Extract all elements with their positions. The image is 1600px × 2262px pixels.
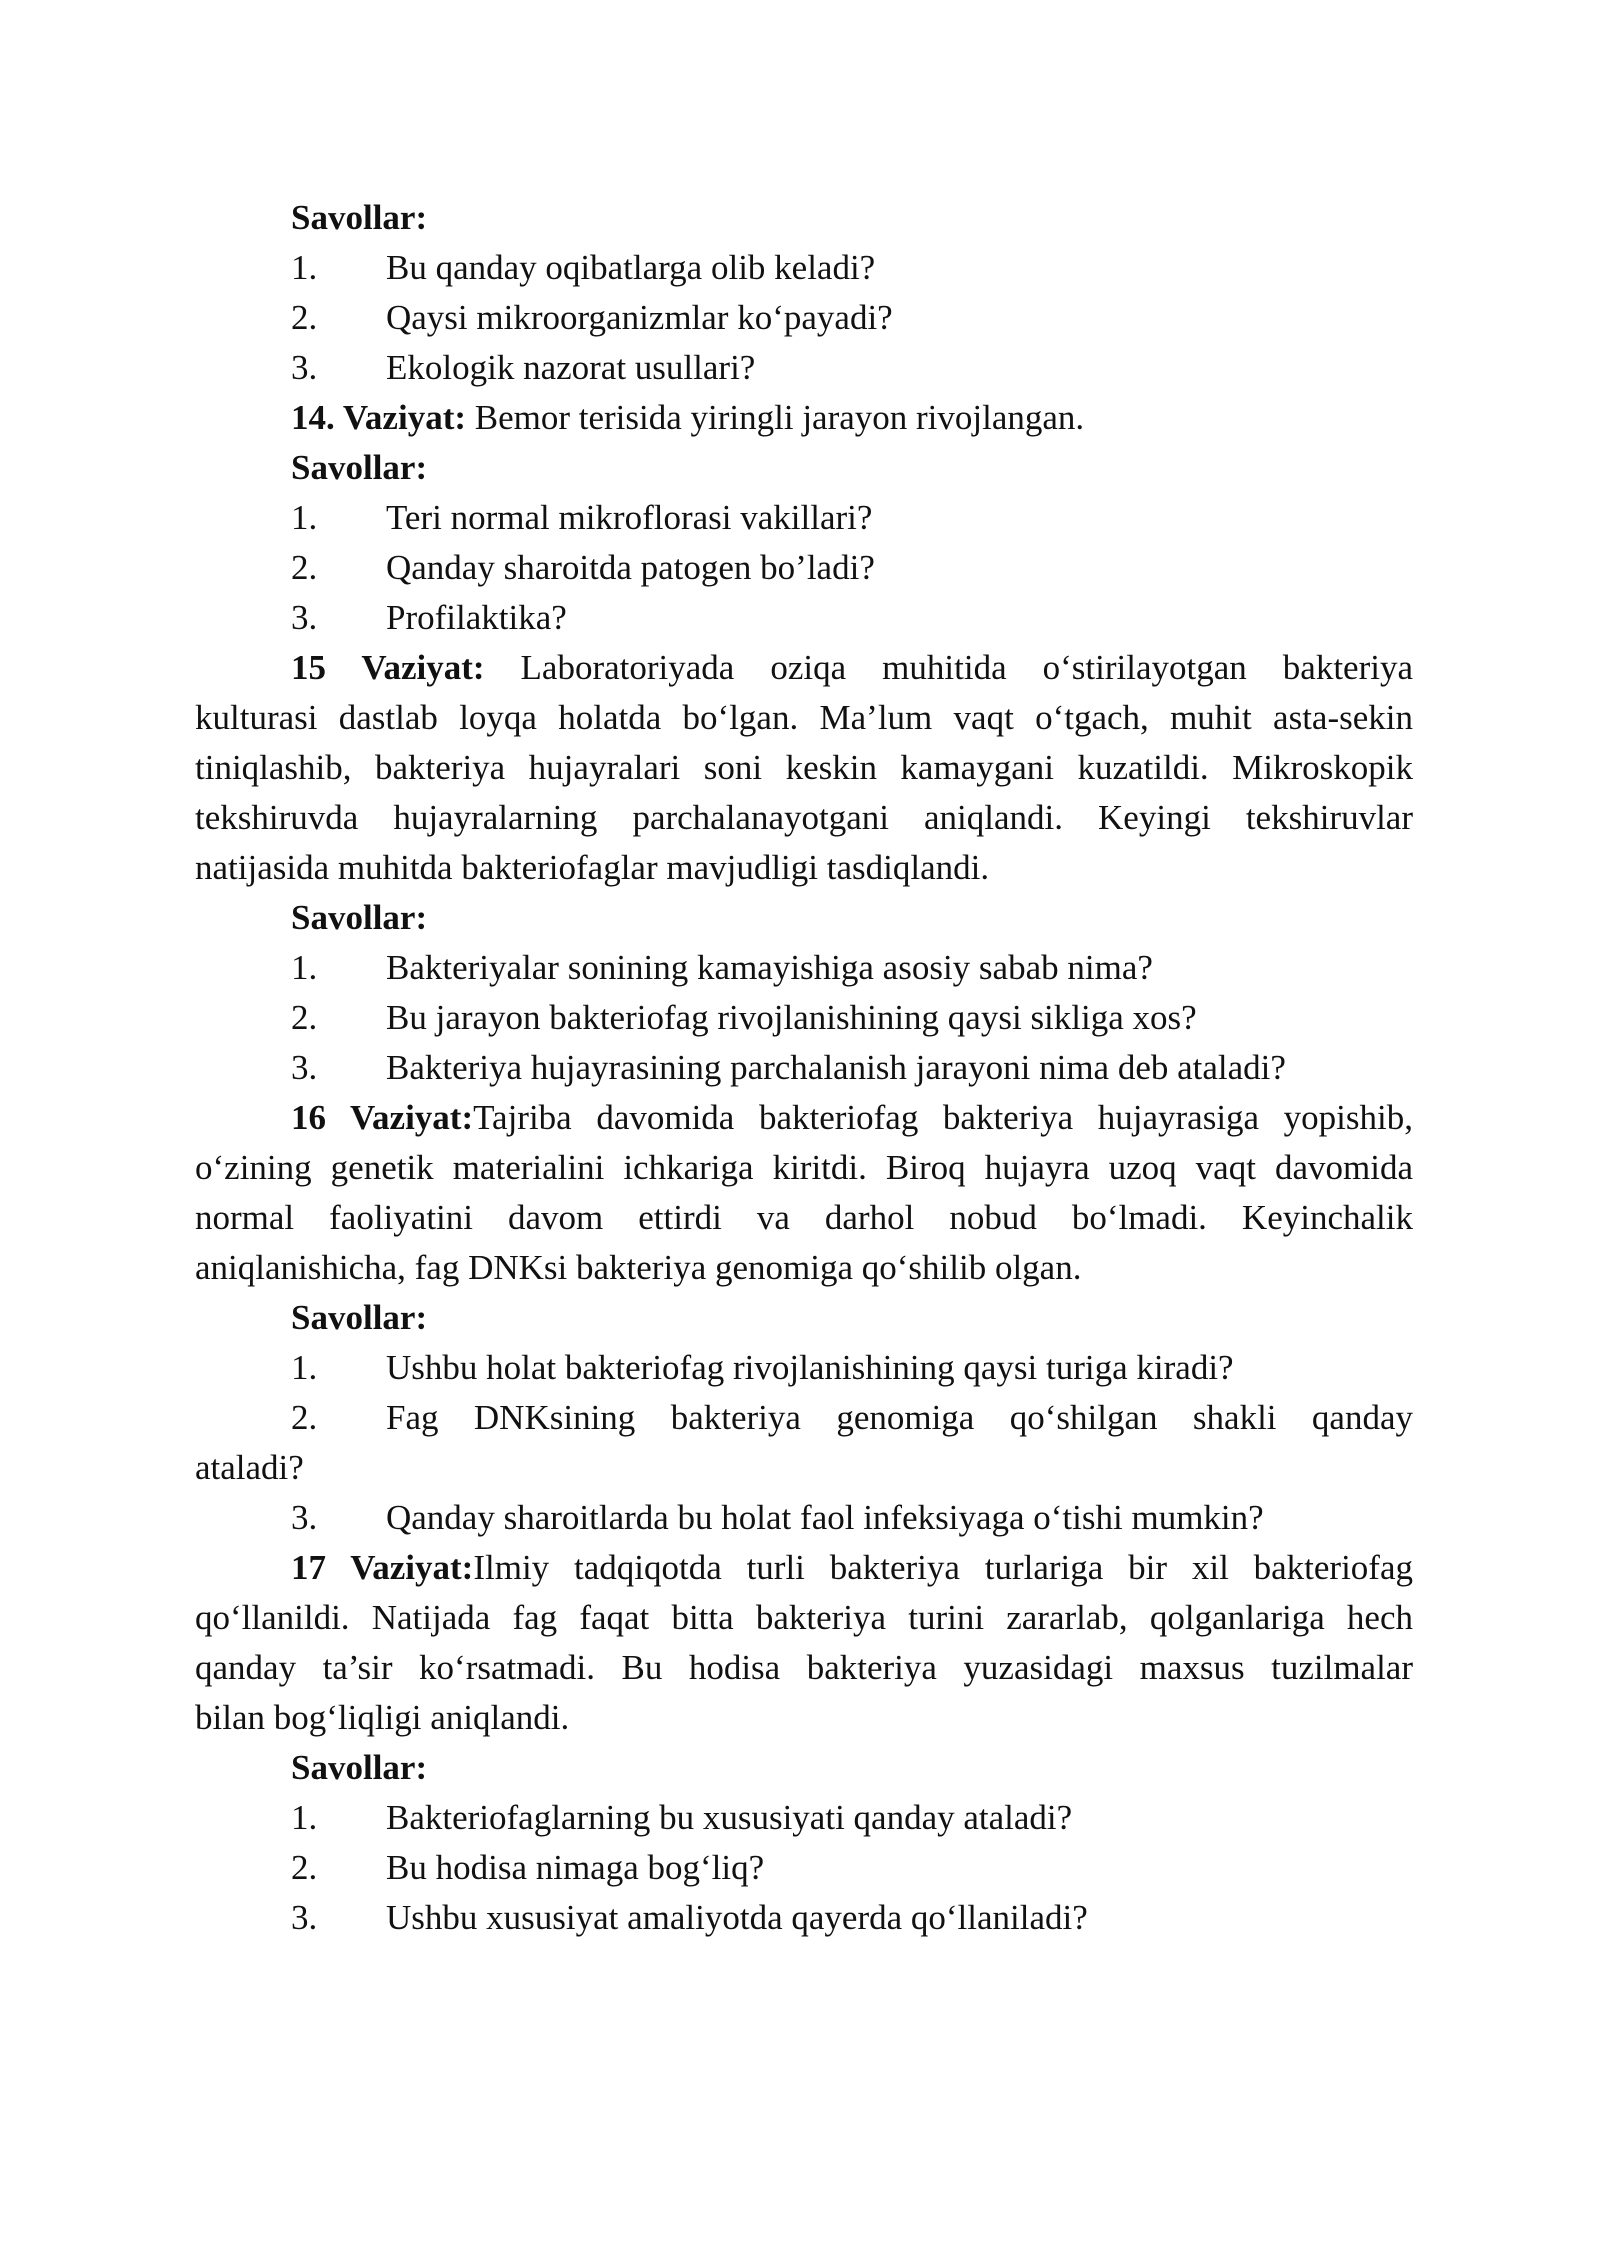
question-text: Bu jarayon bakteriofag rivojlanishining qaysi sikliga xos?	[386, 998, 1197, 1037]
situation-text: Laboratoriyada oziqa muhitida o‘stirilayotgan bakteriya	[484, 648, 1413, 687]
question-item	[195, 1393, 1413, 1443]
paragraph-line: qo‘llanildi. Natijada fag faqat bitta bakteriya turini zararlab, qolganlariga hech	[195, 1598, 1413, 1637]
paragraph-line: aniqlanishicha, fag DNKsi bakteriya genomiga qo‘shilib olgan.	[195, 1248, 1082, 1287]
question-number: 1.	[291, 498, 318, 537]
question-number: 3.	[291, 1048, 318, 1087]
question-text: Teri normal mikroflorasi vakillari?	[386, 498, 873, 537]
paragraph-line	[195, 1093, 1413, 1143]
question-text: Ushbu holat bakteriofag rivojlanishining qaysi turiga kiradi?	[386, 1348, 1234, 1387]
question-text: Qaysi mikroorganizmlar ko‘payadi?	[386, 298, 893, 337]
paragraph-line: tekshiruvda hujayralarning parchalanayotgani aniqlandi. Keyingi tekshiruvlar	[195, 798, 1413, 837]
paragraph-line	[195, 643, 1413, 693]
paragraph-line: tiniqlashib, bakteriya hujayralari soni keskin kamaygani kuzatildi. Mikroskopik	[195, 748, 1413, 787]
question-item	[195, 343, 1413, 393]
question-item	[195, 493, 1413, 543]
paragraph-line: normal faoliyatini davom ettirdi va darhol nobud bo‘lmadi. Keyinchalik	[195, 1198, 1413, 1237]
question-number: 2.	[291, 998, 318, 1037]
question-number: 2.	[291, 1848, 318, 1887]
question-number: 3.	[291, 598, 318, 637]
savollar-heading: Savollar:	[291, 1748, 428, 1787]
savollar-heading: Savollar:	[291, 448, 428, 487]
paragraph-line: natijasida muhitda bakteriofaglar mavjudligi tasdiqlandi.	[195, 848, 990, 887]
situation-17	[195, 1543, 1413, 1743]
savollar-heading: Savollar:	[291, 198, 428, 237]
savollar-heading: Savollar:	[291, 898, 428, 937]
document-body	[195, 193, 1413, 1943]
question-item	[195, 543, 1413, 593]
question-text: Profilaktika?	[386, 598, 567, 637]
savollar-heading: Savollar:	[291, 1298, 428, 1337]
question-item	[195, 943, 1413, 993]
question-item	[195, 1343, 1413, 1393]
question-number: 2.	[291, 1398, 318, 1437]
question-text: Bakteriya hujayrasining parchalanish jarayoni nima deb ataladi?	[386, 1048, 1286, 1087]
question-text: Bu hodisa nimaga bog‘liq?	[386, 1848, 765, 1887]
situation-text: Ilmiy tadqiqotda turli bakteriya turlariga bir xil bakteriofag	[473, 1548, 1414, 1587]
situation-text: Tajriba davomida bakteriofag bakteriya hujayrasiga yopishib,	[473, 1098, 1413, 1137]
question-number: 2.	[291, 298, 318, 337]
question-text: Fag DNKsining bakteriya genomiga qo‘shilgan shakli qanday	[386, 1398, 1413, 1437]
question-item	[195, 1493, 1413, 1543]
question-number: 3.	[291, 1898, 318, 1937]
situation-label: 14. Vaziyat:	[291, 398, 466, 437]
situation-label: 16 Vaziyat:	[291, 1098, 474, 1137]
question-item	[195, 243, 1413, 293]
question-text: Bu qanday oqibatlarga olib keladi?	[386, 248, 876, 287]
question-number: 3.	[291, 348, 318, 387]
paragraph-line	[195, 1543, 1413, 1593]
situation-label: 15 Vaziyat:	[291, 648, 485, 687]
question-item	[195, 1043, 1413, 1093]
situation-14	[195, 393, 1413, 443]
question-number: 3.	[291, 1498, 318, 1537]
question-number: 1.	[291, 948, 318, 987]
paragraph-line: bilan bog‘liqligi aniqlandi.	[195, 1698, 570, 1737]
question-number: 2.	[291, 548, 318, 587]
situation-label: 17 Vaziyat:	[291, 1548, 474, 1587]
question-text: Ushbu xususiyat amaliyotda qayerda qo‘llaniladi?	[386, 1898, 1088, 1937]
question-item	[195, 1893, 1413, 1943]
question-item	[195, 993, 1413, 1043]
question-text: Ekologik nazorat usullari?	[386, 348, 756, 387]
situation-16	[195, 1093, 1413, 1293]
question-text: Bakteriofaglarning bu xususiyati qanday ataladi?	[386, 1798, 1073, 1837]
question-text: Qanday sharoitlarda bu holat faol infeksiyaga o‘tishi mumkin?	[386, 1498, 1264, 1537]
question-text-continuation: ataladi?	[195, 1448, 304, 1487]
question-item	[195, 293, 1413, 343]
question-text: Bakteriyalar sonining kamayishiga asosiy sabab nima?	[386, 948, 1153, 987]
situation-15	[195, 643, 1413, 893]
paragraph-line: qanday ta’sir ko‘rsatmadi. Bu hodisa bakteriya yuzasidagi maxsus tuzilmalar	[195, 1648, 1413, 1687]
paragraph-line: kulturasi dastlab loyqa holatda bo‘lgan. Ma’lum vaqt o‘tgach, muhit asta-sekin	[195, 698, 1413, 737]
question-item	[195, 593, 1413, 643]
question-item	[195, 1843, 1413, 1893]
question-item	[195, 1793, 1413, 1843]
question-number: 1.	[291, 1348, 318, 1387]
question-text: Qanday sharoitda patogen bo’ladi?	[386, 548, 875, 587]
question-number: 1.	[291, 1798, 318, 1837]
situation-text: Bemor terisida yiringli jarayon rivojlangan.	[466, 398, 1085, 437]
paragraph-line: o‘zining genetik materialini ichkariga kiritdi. Biroq hujayra uzoq vaqt davomida	[195, 1148, 1413, 1187]
question-number: 1.	[291, 248, 318, 287]
